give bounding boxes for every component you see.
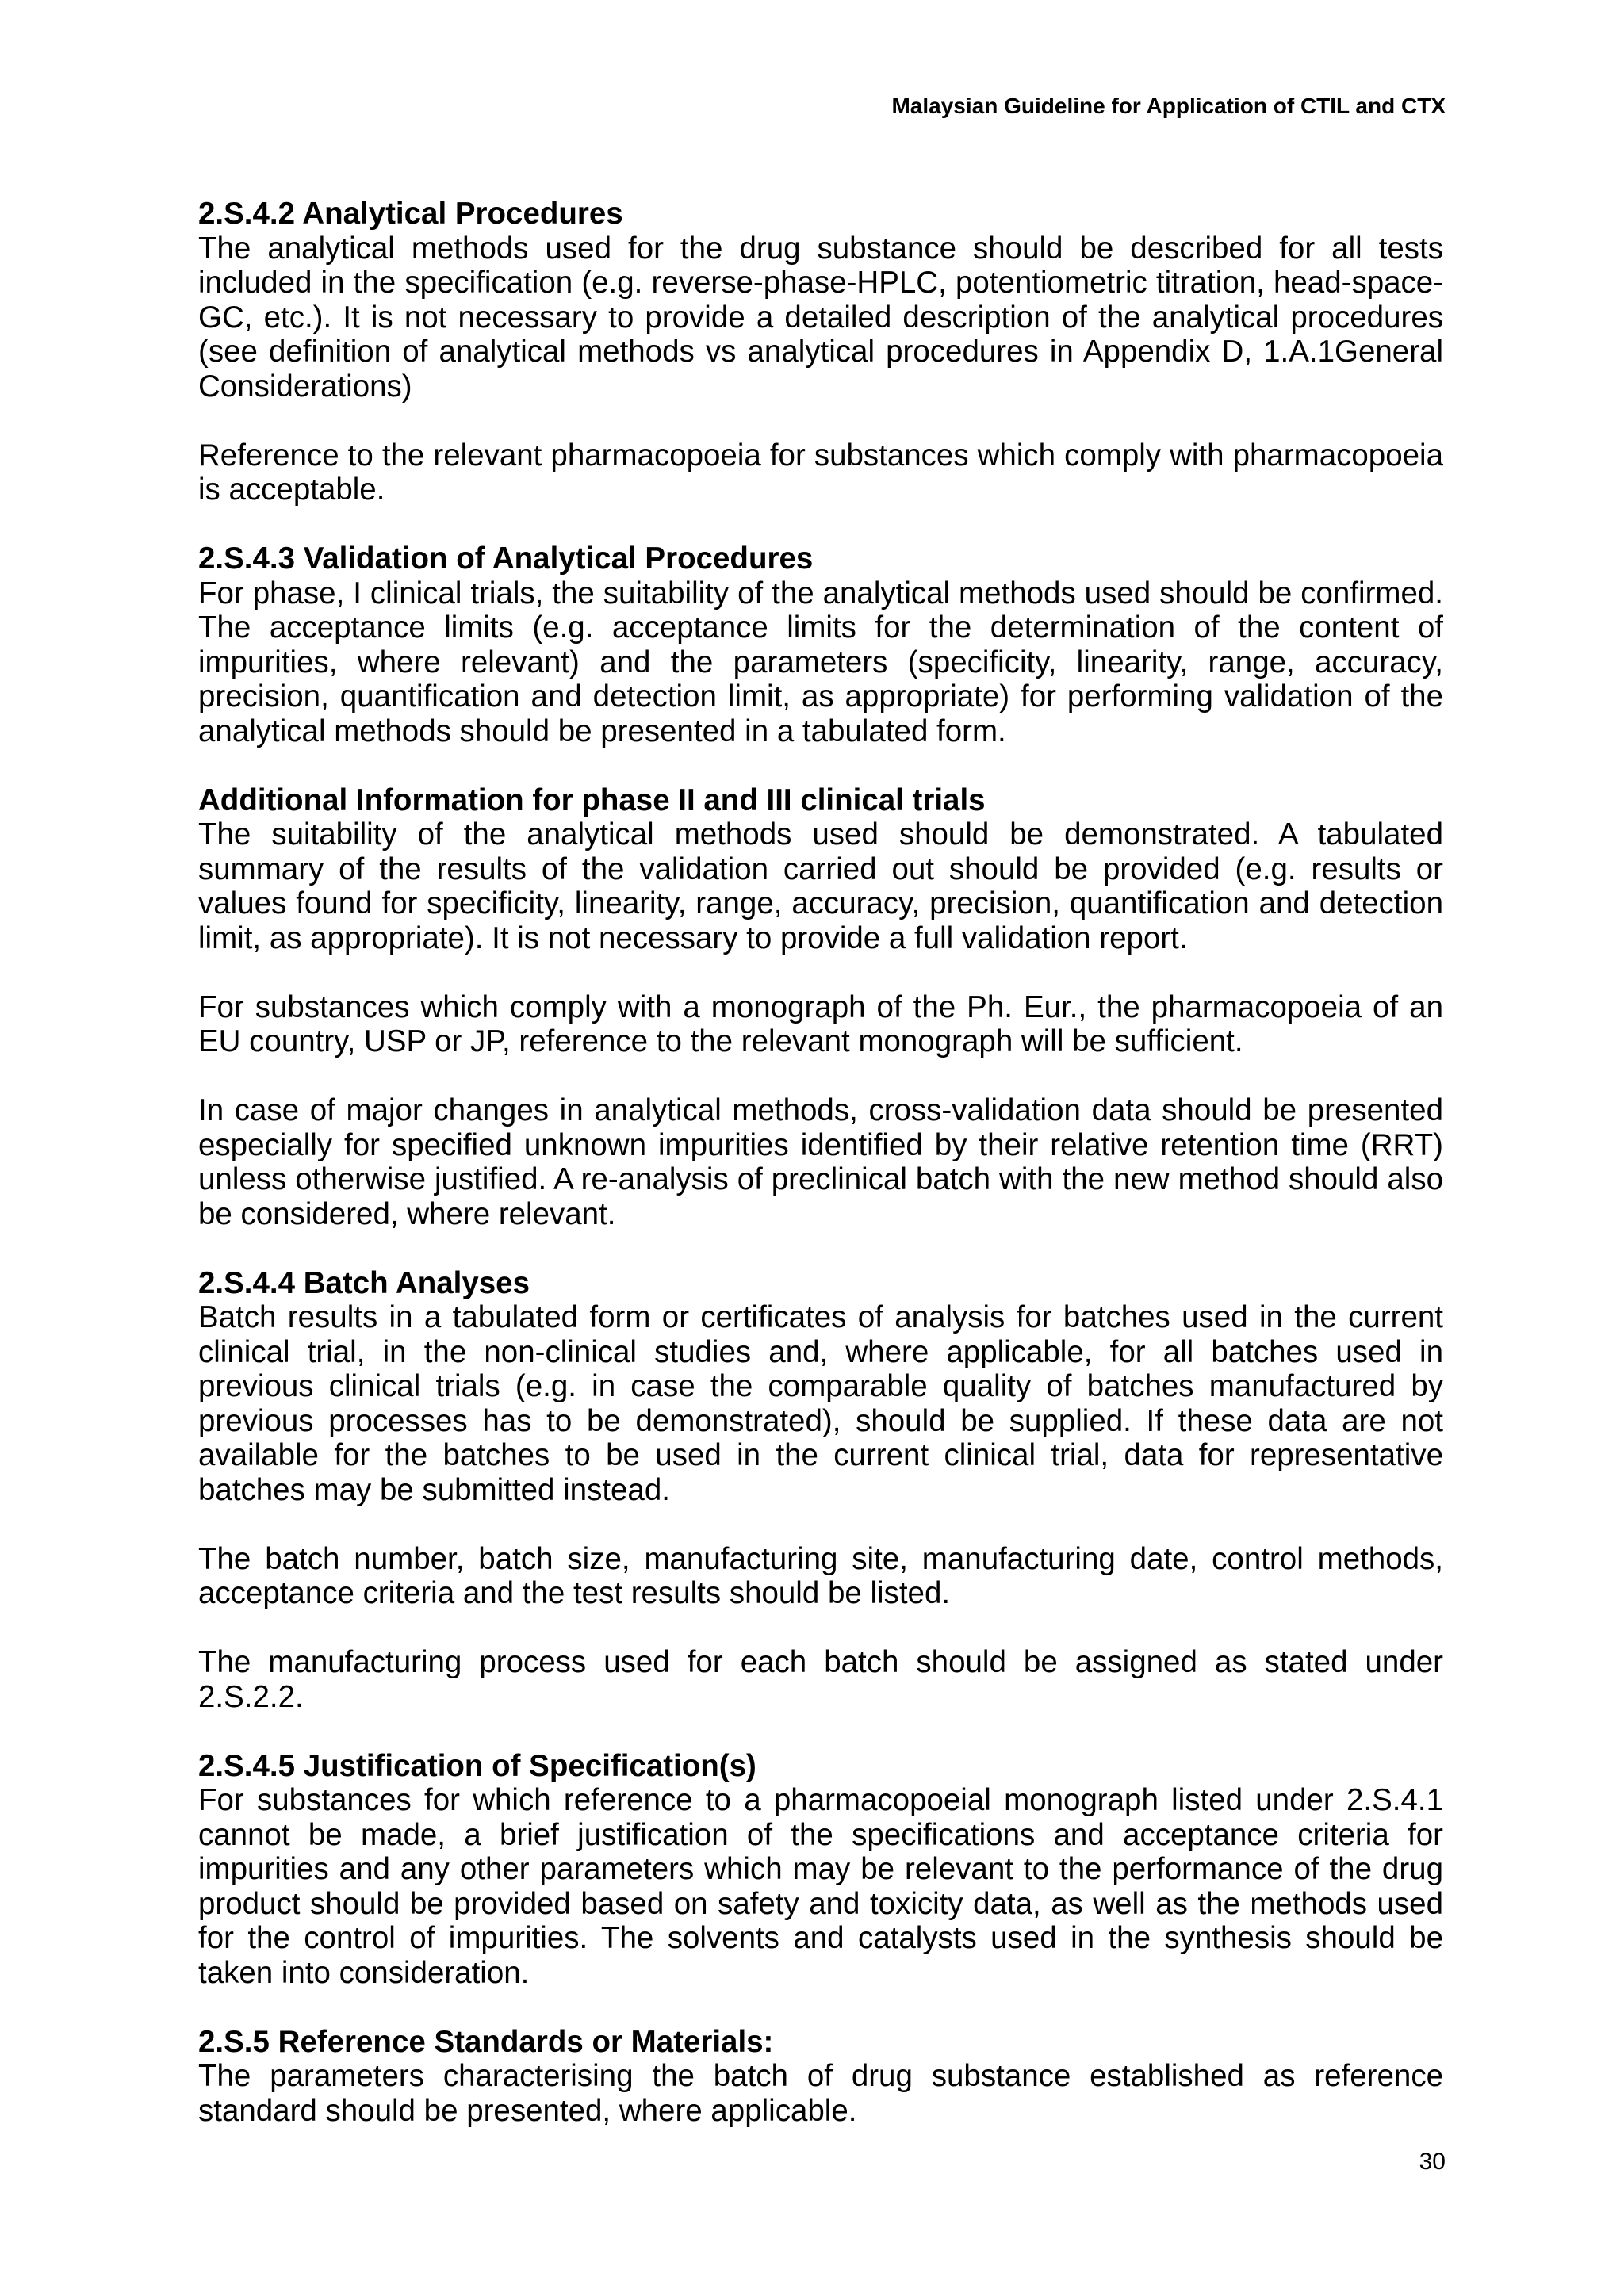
section-heading-justification: 2.S.4.5 Justification of Specification(s)	[198, 1748, 756, 1783]
paragraph: The batch number, batch size, manufacturing site, manufacturing date, control methods, acceptance criteria and the test results should be listed.	[198, 1541, 1443, 1610]
section-heading-additional-information: Additional Information for phase II and III clinical trials	[198, 783, 986, 817]
paragraph: Reference to the relevant pharmacopoeia for substances which comply with pharmacopoeia is acceptable.	[198, 438, 1443, 507]
paragraph: In case of major changes in analytical methods, cross-validation data should be presented especially for specified unknown impurities identified by their relative retention time (RRT) unless otherwise justified. A re-analysis of preclinical batch with the new method should also be considered, where relevant.	[198, 1093, 1443, 1231]
section-heading-analytical-procedures: 2.S.4.2 Analytical Procedures	[198, 197, 623, 231]
paragraph: The manufacturing process used for each batch should be assigned as stated under 2.S.2.2.	[198, 1645, 1443, 1714]
page-header-title: Malaysian Guideline for Application of CTIL and CTX	[891, 94, 1446, 118]
page-number: 30	[1419, 2149, 1446, 2175]
paragraph: Batch results in a tabulated form or certificates of analysis for batches used in the current clinical trial, in the non-clinical studies and, where applicable, for all batches used in previous clinical trials (e.g. in case the comparable quality of batches manufactured by previous processes has to be demonstrated), should be supplied. If these data are not available for the batches to be used in the current clinical trial, data for representative batches may be submitted instead.	[198, 1300, 1443, 1507]
paragraph: The suitability of the analytical methods used should be demonstrated. A tabulated summary of the results of the validation carried out should be provided (e.g. results or values found for specificity, linearity, range, accuracy, precision, quantification and detection limit, as appropriate). It is not necessary to provide a full validation report.	[198, 817, 1443, 955]
paragraph: For phase, I clinical trials, the suitability of the analytical methods used should be confirmed. The acceptance limits (e.g. acceptance limits for the determination of the content of impurities, where relevant) and the parameters (specificity, linearity, range, accuracy, precision, quantification and detection limit, as appropriate) for performing validation of the analytical methods should be presented in a tabulated form.	[198, 576, 1443, 748]
paragraph: The analytical methods used for the drug substance should be described for all tests included in the specification (e.g. reverse-phase-HPLC, potentiometric titration, head-space-GC, etc.). It is not necessary to provide a detailed description of the analytical procedures (see definition of analytical methods vs analytical procedures in Appendix D, 1.A.1General Considerations)	[198, 231, 1443, 404]
paragraph: For substances for which reference to a pharmacopoeial monograph listed under 2.S.4.1 cannot be made, a brief justification of the specifications and acceptance criteria for impurities and any other parameters which may be relevant to the performance of the drug product should be provided based on safety and toxicity data, as well as the methods used for the control of impurities. The solvents and catalysts used in the synthesis should be taken into consideration.	[198, 1783, 1443, 1990]
section-heading-reference-standards: 2.S.5 Reference Standards or Materials:	[198, 2024, 774, 2059]
document-body	[198, 197, 1443, 2128]
section-heading-batch-analyses: 2.S.4.4 Batch Analyses	[198, 1265, 530, 1300]
section-heading-validation: 2.S.4.3 Validation of Analytical Procedures	[198, 541, 814, 576]
paragraph: The parameters characterising the batch of drug substance established as reference standard should be presented, where applicable.	[198, 2059, 1443, 2128]
paragraph: For substances which comply with a monograph of the Ph. Eur., the pharmacopoeia of an EU country, USP or JP, reference to the relevant monograph will be sufficient.	[198, 989, 1443, 1058]
